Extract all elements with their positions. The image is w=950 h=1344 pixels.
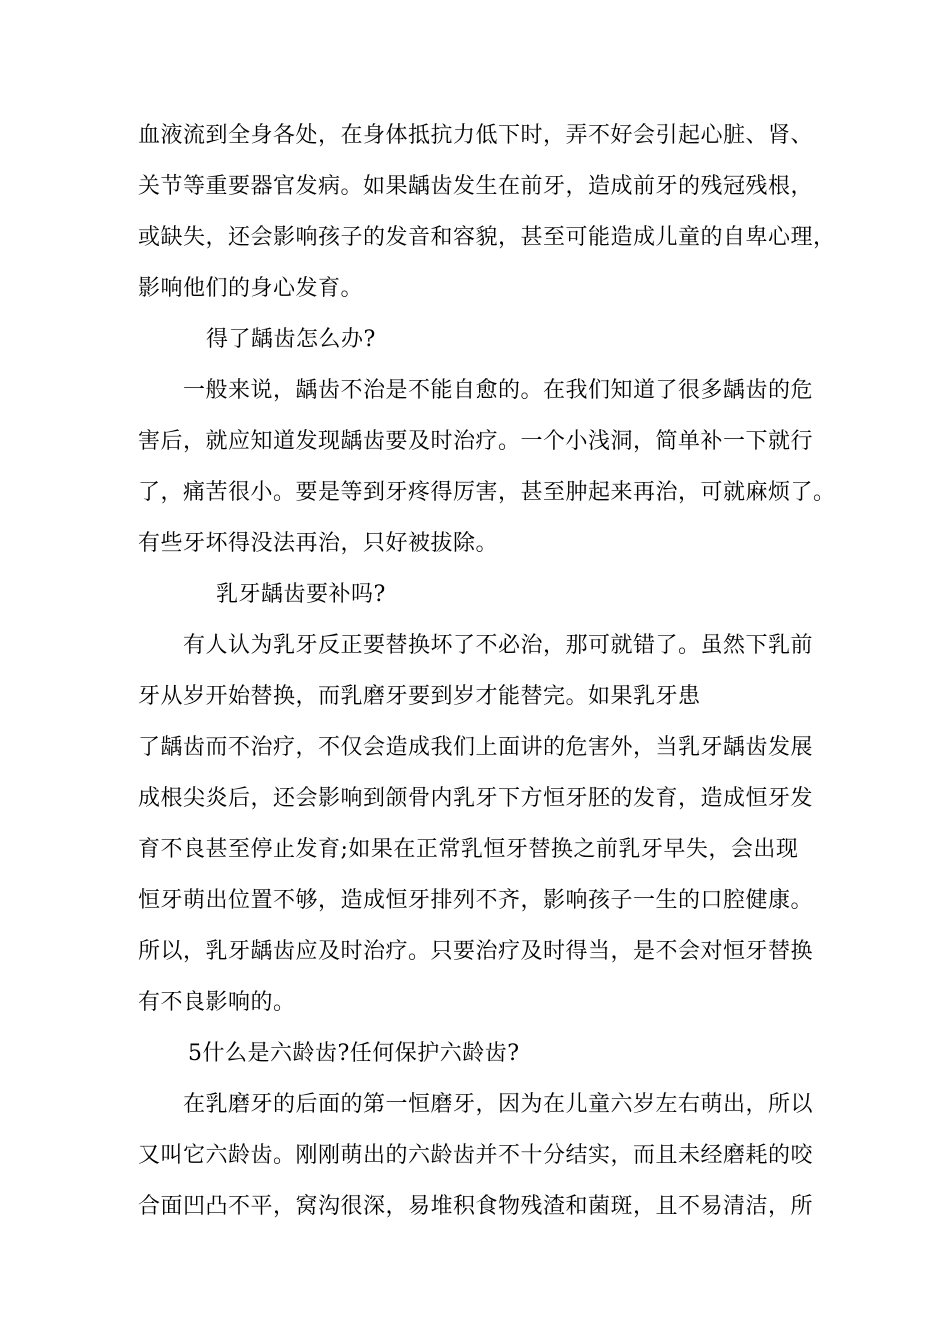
body-line: 所以，乳牙龋齿应及时治疗。只要治疗及时得当，是不会对恒牙替换 [138,939,814,964]
body-line: 或缺失，还会影响孩子的发音和容貌，甚至可能造成儿童的自卑心理， [138,225,836,250]
body-line: 影响他们的身心发育。 [138,276,364,301]
body-line: 牙从岁开始替换，而乳磨牙要到岁才能替完。如果乳牙患 [138,684,701,709]
body-line: 有不良影响的。 [138,990,296,1015]
body-line: 关节等重要器官发病。如果龋齿发生在前牙，造成前牙的残冠残根， [138,174,814,199]
section-heading: 得了龋齿怎么办? [206,327,376,352]
body-line: 有人认为乳牙反正要替换坏了不必治，那可就错了。虽然下乳前 [183,633,814,658]
body-line: 恒牙萌出位置不够，造成恒牙排列不齐，影响孩子一生的口腔健康。 [138,888,814,913]
body-line: 害后，就应知道发现龋齿要及时治疗。一个小浅洞，简单补一下就行 [138,429,814,454]
body-line: 一般来说，龋齿不治是不能自愈的。在我们知道了很多龋齿的危 [183,378,814,403]
body-line: 了龋齿而不治疗，不仅会造成我们上面讲的危害外，当乳牙龋齿发展 [138,735,814,760]
section-heading: 乳牙龋齿要补吗? [216,582,386,607]
body-line: 有些牙坏得没法再治，只好被拔除。 [138,531,499,556]
body-line: 血液流到全身各处，在身体抵抗力低下时，弄不好会引起心脏、肾、 [138,123,814,148]
body-line: 育不良甚至停止发育;如果在正常乳恒牙替换之前乳牙早失，会出现 [138,837,799,862]
body-line: 了，痛苦很小。要是等到牙疼得厉害，甚至肿起来再治，可就麻烦了。 [138,480,836,505]
body-line: 合面凹凸不平，窝沟很深，易堆积食物残渣和菌斑，且不易清洁，所 [138,1194,814,1219]
body-line: 成根尖炎后，还会影响到颌骨内乳牙下方恒牙胚的发育，造成恒牙发 [138,786,814,811]
body-line: 在乳磨牙的后面的第一恒磨牙，因为在儿童六岁左右萌出，所以 [183,1092,814,1117]
body-line: 又叫它六龄齿。刚刚萌出的六龄齿并不十分结实，而且未经磨耗的咬 [138,1143,814,1168]
section-heading: 5什么是六龄齿?任何保护六龄齿? [188,1041,520,1066]
